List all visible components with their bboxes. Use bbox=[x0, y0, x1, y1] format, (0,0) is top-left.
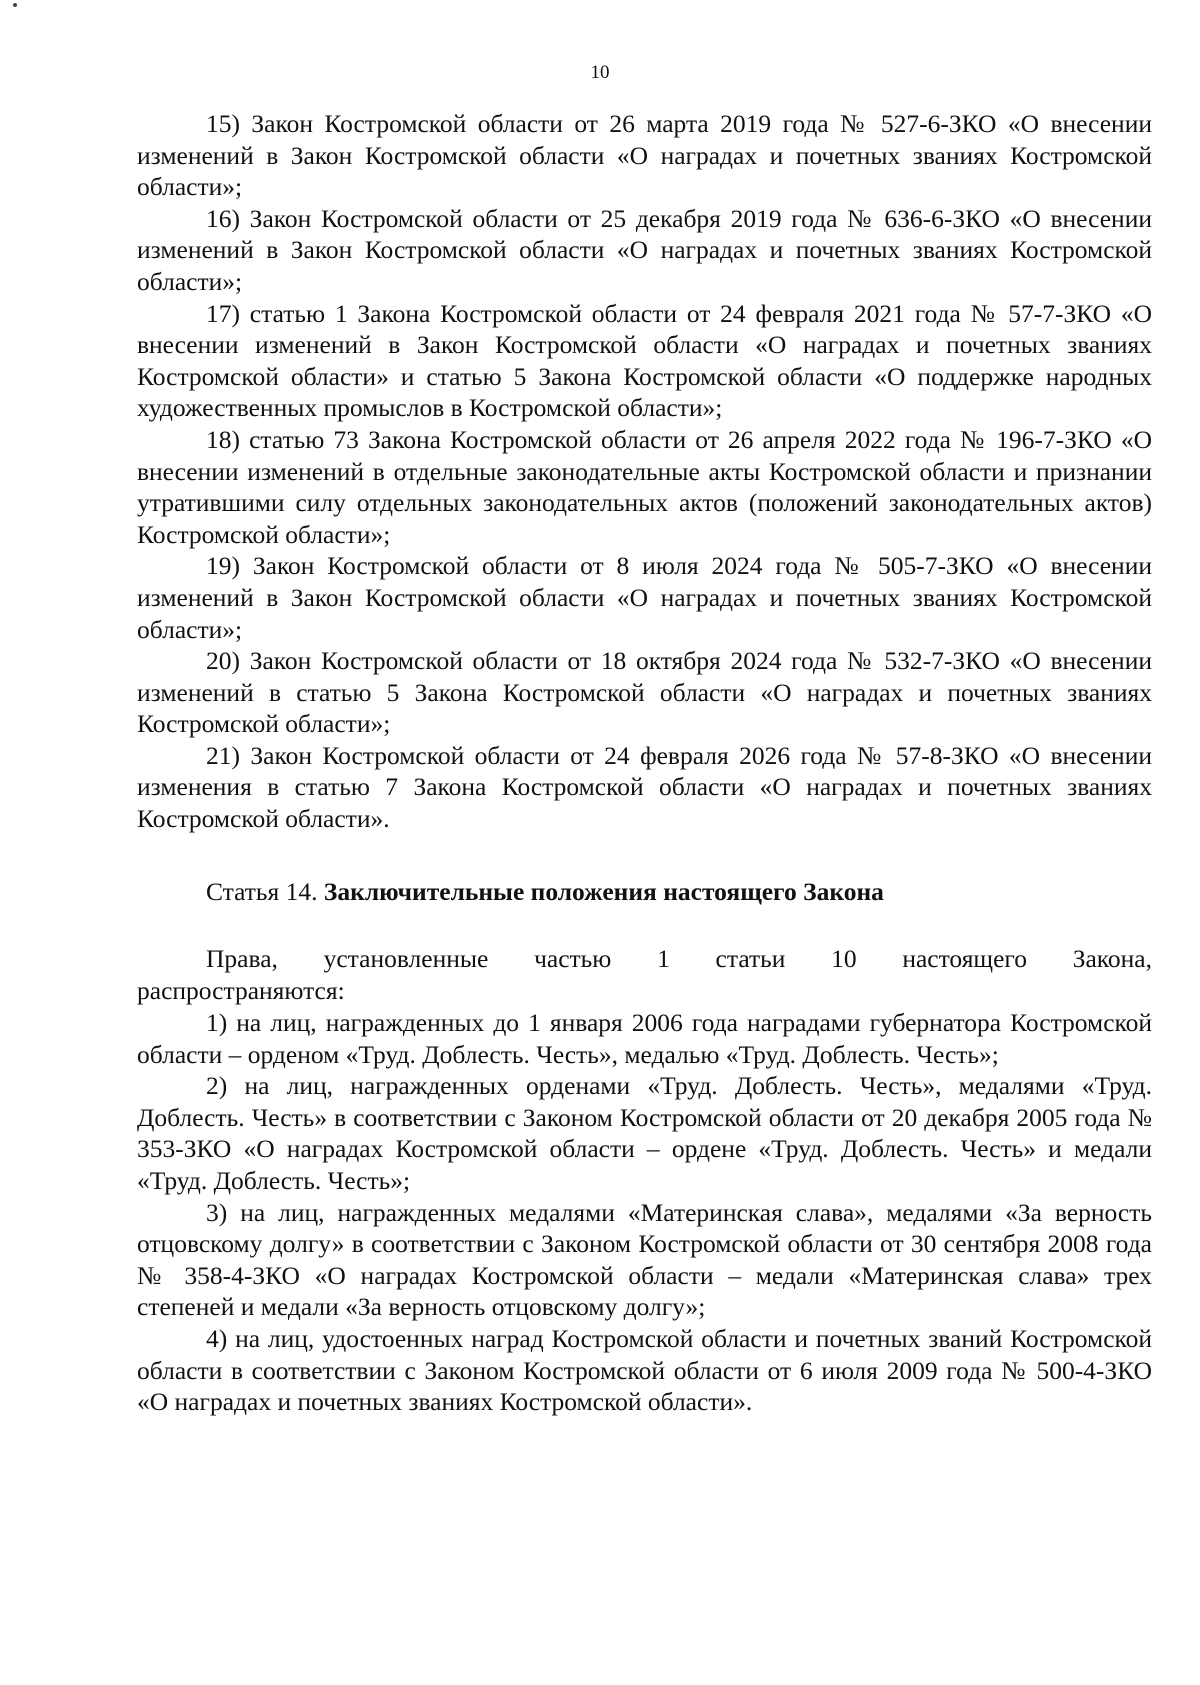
intro-word: 1 bbox=[657, 944, 670, 973]
intro-word: 10 bbox=[831, 944, 857, 973]
article-intro bbox=[137, 943, 1152, 1006]
article-heading bbox=[206, 876, 884, 908]
intro-word: Закона, bbox=[1072, 944, 1152, 973]
list-item: 21) Закон Костромской области от 24 февраля 2026 года № 57-8-ЗКО «О внесении изменения в статью 7 Закона Костромской области «О наградах и почетных званиях Костромской области». bbox=[137, 740, 1152, 834]
intro-word: Права, bbox=[206, 944, 278, 973]
list-item: 18) статью 73 Закона Костромской области от 26 апреля 2022 года № 196-7-ЗКО «О внесении изменений в отдельные законодательные акты Костромской области и признании утратившими силу отдельных законодательных актов (положений законодательных актов) Костромской области»; bbox=[137, 424, 1152, 549]
list-item: 17) статью 1 Закона Костромской области от 24 февраля 2021 года № 57-7-ЗКО «О внесении изменений в Закон Костромской области «О наградах и почетных званиях Костромской области» и статью 5 Закона Костромской области «О поддержке народных художественных промыслов в Костромской области»; bbox=[137, 298, 1152, 423]
intro-first-line bbox=[137, 943, 1152, 975]
repealed-acts-list bbox=[137, 108, 1152, 835]
list-item: 1) на лиц, награжденных до 1 января 2006 года наградами губернатора Костромской области – орденом «Труд. Доблесть. Честь», медалью «Труд. Доблесть. Честь»; bbox=[137, 1008, 1152, 1069]
intro-word: частью bbox=[534, 944, 612, 973]
article-title: Заключительные положения настоящего Закона bbox=[323, 877, 884, 906]
scan-artifact-dot bbox=[13, 3, 17, 7]
intro-word: статьи bbox=[715, 944, 786, 973]
applicability-list bbox=[137, 1007, 1152, 1418]
list-item: 20) Закон Костромской области от 18 октября 2024 года № 532-7-ЗКО «О внесении изменений в статью 5 Закона Костромской области «О наградах и почетных званиях Костромской области»; bbox=[137, 646, 1152, 739]
list-item: 15) Закон Костромской области от 26 марта 2019 года № 527-6-ЗКО «О внесении изменений в Закон Костромской области «О наградах и почетных званиях Костромской области»; bbox=[137, 109, 1152, 202]
intro-word: настоящего bbox=[902, 944, 1027, 973]
intro-word: установленные bbox=[323, 944, 489, 973]
page-number: 10 bbox=[590, 62, 610, 83]
list-item: 16) Закон Костромской области от 25 декабря 2019 года № 636-6-ЗКО «О внесении изменений в Закон Костромской области «О наградах и почетных званиях Костромской области»; bbox=[137, 203, 1152, 296]
list-item: 3) на лиц, награжденных медалями «Материнская слава», медалями «За верность отцовскому долгу» в соответствии с Законом Костромской области от 30 сентября 2008 года № 358-4-ЗКО «О наградах Костромской области – медали «Материнская слава» трех степеней и медали «За верность отцовскому долгу»; bbox=[137, 1197, 1152, 1322]
article-number: Статья 14. bbox=[206, 877, 318, 906]
intro-continuation: распространяются: bbox=[137, 975, 345, 1005]
list-item: 19) Закон Костромской области от 8 июля 2024 года № 505-7-ЗКО «О внесении изменений в Закон Костромской области «О наградах и почетных званиях Костромской области»; bbox=[137, 551, 1152, 644]
list-item: 2) на лиц, награжденных орденами «Труд. Доблесть. Честь», медалями «Труд. Доблесть. Честь» в соответствии с Законом Костромской области от 20 декабря 2005 года № 353-ЗКО «О наградах Костромской области – ордене «Труд. Доблесть. Честь» и медали «Труд. Доблесть. Честь»; bbox=[137, 1071, 1152, 1195]
list-item: 4) на лиц, удостоенных наград Костромской области и почетных званий Костромской области в соответствии с Законом Костромской области от 6 июля 2009 года № 500-4-ЗКО «О наградах и почетных званиях Костромской области». bbox=[137, 1323, 1152, 1417]
